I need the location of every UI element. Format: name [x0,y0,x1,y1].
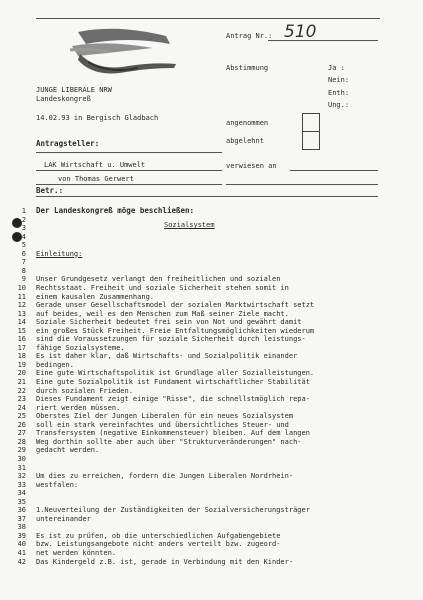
line-number: 1 [21,207,26,215]
body-line: Rechtsstaat. Freiheit und soziale Sicherheit stehen somit in [36,283,289,292]
line-number: 36 [17,506,26,515]
body-line: Transfersystem (negative Einkommensteuer) bleiben. Auf dem langen [36,429,310,438]
line-number: 24 [17,403,26,412]
date-place: 14.02.93 in Bergisch Gladbach [36,114,159,122]
body-line: 1.Neuverteilung der Zuständigkeiten der Sozialversicherungsträger [36,506,310,515]
body-line: Es ist zu prüfen, ob die unterschiedlichen Aufgabengebiete [36,531,281,540]
verwiesen-line-2 [226,184,378,185]
line-number: 37 [17,514,26,523]
abgelehnt-checkbox [302,131,320,150]
line-number: 39 [17,531,26,540]
line-number: 42 [17,557,26,566]
line-number: 32 [17,472,26,481]
body-line: einem kausalen Zusammenhang. [36,292,155,301]
body-line: untereinander [36,514,91,523]
resolution-intro: Der Landeskongreß möge beschließen: [36,206,195,215]
antragsteller-underline-1 [36,170,222,171]
line-number: 33 [17,480,26,489]
line-number: 18 [17,352,26,361]
body-line: net werden könnten. [36,549,117,557]
antrag-number-handwritten: 510 [284,22,317,42]
body-line: Gerade unser Gesellschaftsmodel der sozialen Marktwirtschaft setzt [36,301,315,310]
junge-liberale-logo [58,22,178,82]
document-title: Sozialsystem [164,221,215,229]
abstimmung-label: Abstimmung [226,64,269,72]
body-line: Eine gute Sozialpolitik ist Fundament wirtschaftlicher Stabilität [36,378,310,386]
line-number: 12 [17,301,26,310]
vote-ung-label: Ung.: [328,101,350,109]
line-number: 27 [17,429,26,438]
antragsteller-rule [36,152,222,153]
verwiesen-label: verwiesen an [226,162,277,170]
body-line: Oberstes Ziel der Jungen Liberalen für ein neues Sozialsystem [36,412,294,421]
body-line: Dieses Fundament zeigt einige "Risse", die schnellstmöglich repa- [36,395,310,404]
line-number: 7 [21,258,26,267]
body-line: Eine gute Wirtschaftspolitik ist Grundlage aller Sozialleistungen. [36,369,315,378]
vote-ja-label: Ja : [328,64,345,72]
antragsteller-line-2: von Thomas Gerwert [58,175,134,183]
body-line: bzw. Leistungsangebote nicht anders verteilt bzw. zugeord- [36,540,281,549]
line-number: 38 [17,523,26,532]
line-number: 41 [17,549,26,557]
body-line: riert werden müssen. [36,403,121,412]
body-line: gedacht werden. [36,446,100,455]
line-number: 40 [17,540,26,549]
line-number: 23 [17,395,26,404]
body-line: ein großes Stück Freiheit. Freie Entfaltungsmöglichkeiten wiederum [36,326,315,335]
line-number: 5 [21,241,26,250]
line-number: 19 [17,360,26,369]
line-number: 25 [17,412,26,421]
line-number: 21 [17,378,26,386]
org-subtitle: Landeskongreß [36,95,91,103]
line-number: 8 [21,266,26,275]
org-name: JUNGE LIBERALE NRW [36,86,112,94]
body-line: auf beides, weil es den Menschen zum Maß seiner Ziele macht. [36,309,289,318]
body-line: Unser Grundgesetz verlangt den freiheitlichen und sozialen [36,275,281,284]
vote-nein-label: Nein: [328,76,350,84]
betr-rule-top [36,184,222,185]
verwiesen-line-1 [290,170,378,171]
body-line: sind die Voraussetzungen für soziale Sicherheit durch leistungs- [36,335,306,344]
line-number: 35 [17,497,26,506]
body-line: bedingen. [36,360,74,369]
line-number: 31 [17,463,26,472]
body-line: Soziale Sicherheit bedeutet frei sein von Not und gewährt damit [36,318,302,327]
betr-rule-bottom [36,196,378,197]
line-number: 28 [17,437,26,446]
line-number: 26 [17,420,26,429]
line-number: 30 [17,454,26,463]
body-line: Einleitung: [36,249,83,258]
antrag-number-label: Antrag Nr.: [226,32,273,40]
body-line: Weg dorthin sollte aber auch über "Strukturveränderungen" nach- [36,437,302,446]
line-number: 10 [17,283,26,292]
line-number: 15 [17,326,26,335]
line-number: 34 [17,489,26,498]
line-number: 14 [17,318,26,327]
body-line: Das Kindergeld z.B. ist, gerade in Verbindung mit den Kinder- [36,557,294,566]
body-line: durch sozialen Frieden. [36,386,133,395]
vote-enth-label: Enth: [328,89,350,97]
body-line: Es ist daher klar, daß Wirtschafts- und Sozialpolitik einander [36,352,298,361]
line-number: 3 [21,224,26,233]
line-number: 20 [17,369,26,378]
line-number: 29 [17,446,26,455]
body-line: westfalen: [36,480,79,489]
line-number: 6 [21,249,26,258]
body-line: soll ein stark vereinfachtes und übersichtliches Steuer- und [36,420,289,429]
line-number: 22 [17,386,26,395]
abgelehnt-label: abgelehnt [226,137,264,145]
line-number: 13 [17,309,26,318]
line-number: 9 [21,275,26,284]
line-number: 4 [21,232,26,241]
antragsteller-line-1: LAK Wirtschaft u. Umwelt [44,161,146,169]
line-number: 2 [21,215,26,224]
angenommen-checkbox [302,113,320,132]
body-line: fähige Sozialsysteme. [36,343,125,352]
antragsteller-label: Antragsteller: [36,139,100,148]
angenommen-label: angenommen [226,119,269,127]
line-number: 11 [17,292,26,301]
betr-label: Betr.: [36,186,64,195]
body-line: Um dies zu erreichen, fordern die Jungen Liberalen Nordrhein- [36,472,294,481]
line-number: 17 [17,343,26,352]
top-rule [36,18,380,19]
line-number: 16 [17,335,26,344]
